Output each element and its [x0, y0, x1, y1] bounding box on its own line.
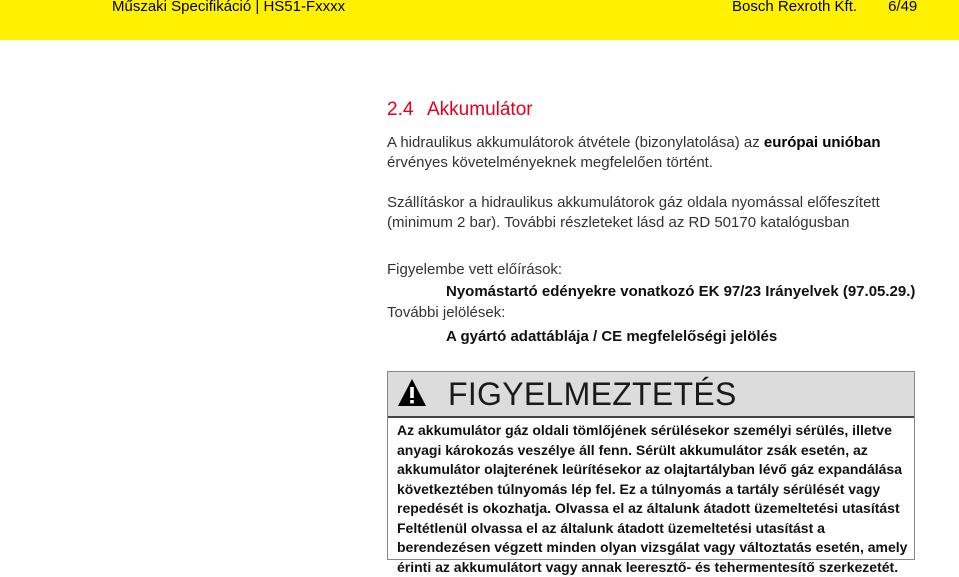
page-header: [0, 0, 959, 40]
header-right: [732, 0, 917, 14]
markings-value: A gyártó adattáblája / CE megfelelőségi jelölés: [446, 328, 778, 345]
warning-triangle-icon: [397, 378, 427, 408]
document-title: Műszaki Specifikáció | HS51-Fxxxx: [112, 0, 346, 15]
paragraph-approval-emphasis: európai unióban: [763, 134, 881, 151]
warning-box: [387, 371, 915, 575]
paragraph-approval: [387, 133, 907, 173]
warning-header: [388, 372, 914, 418]
company-name: Bosch Rexroth Kft.: [732, 0, 858, 15]
regulations-label: Figyelembe vett előírások:: [387, 261, 563, 278]
warning-title: FIGYELMEZTETÉS: [448, 376, 737, 412]
paragraph-approval-text-1: A hidraulikus akkumulátorok átvétele (bizonylatolása) az: [387, 134, 764, 151]
paragraph-shipping: Szállításkor a hidraulikus akkumulátorok gáz oldala nyomással előfeszített (minimum 2 bar). További részleteket lásd az RD 50170 katalógusban: [387, 194, 880, 231]
regulations-value: Nyomástartó edényekre vonatkozó EK 97/23 Irányelvek (97.05.29.): [446, 283, 916, 300]
markings-label: További jelölések:: [387, 304, 506, 321]
section-title: Akkumulátor: [427, 99, 533, 120]
paragraph-approval-text-2: érvényes követelményeknek megfelelően történt.: [387, 154, 714, 171]
page-number: 6/49: [888, 0, 918, 15]
warning-text: Az akkumulátor gáz oldali tömlőjének sérülésekor személyi sérülés, illetve anyagi károkozás veszélye áll fenn. Sérült akkumulátor zsák esetén, az akkumulátor olajterének leürítésekor az olajtartályban lévő gáz expandálása következtében túlnyomás lép fel. Ez a túlnyomás a tartály sérülését vagy repedését is okozhatja. Olvassa el az általunk átadott üzemeltetési utasítást Feltétlenül olvassa el az általunk átadott üzemeltetési utasítást a berendezésen végzett minden olyan vizsgálat vagy változtatás esetén, amely érinti az akkumulátort vagy annak leeresztő- és tehermentesítő szerkezetét.: [397, 422, 908, 575]
section-heading: [387, 99, 533, 121]
section-number: 2.4: [387, 99, 414, 120]
